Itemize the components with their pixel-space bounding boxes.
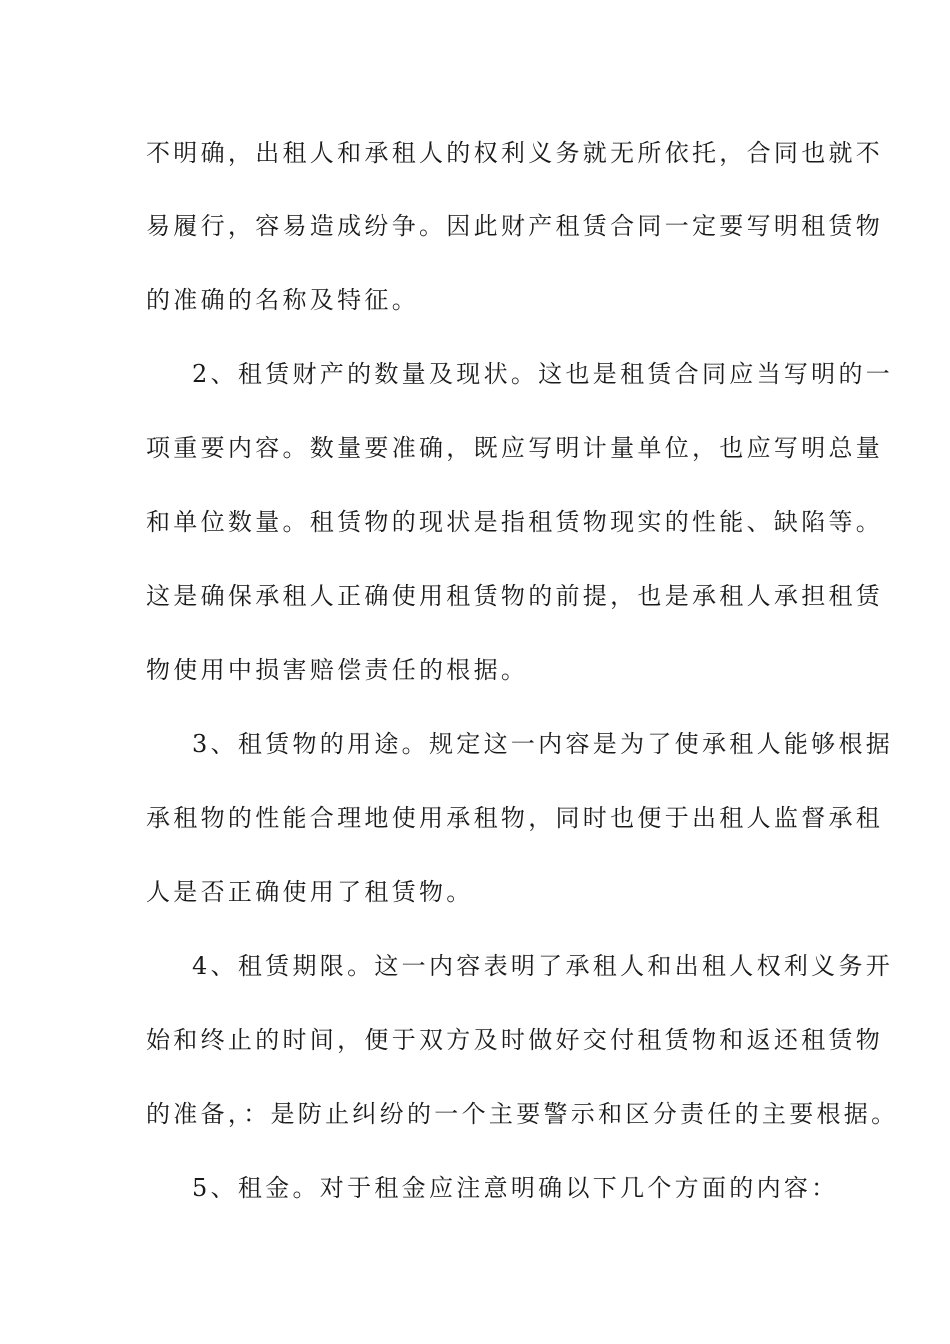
text-line: 项重要内容。数量要准确，既应写明计量单位，也应写明总量 <box>146 434 884 462</box>
text-line: 承租物的性能合理地使用承租物，同时也便于出租人监督承租 <box>146 804 884 832</box>
text-line: 不明确，出租人和承租人的权利义务就无所依托，合同也就不 <box>146 139 884 167</box>
text-line: 的准备，：是防止纠纷的一个主要警示和区分责任的主要根据。 <box>146 1100 899 1128</box>
text-line: 的准确的名称及特征。 <box>146 286 419 314</box>
text-line: 始和终止的时间，便于双方及时做好交付租赁物和返还租赁物 <box>146 1026 884 1054</box>
text-line: 人是否正确使用了租赁物。 <box>146 878 474 906</box>
paragraph-start-line: 4、租赁期限。这一内容表明了承租人和出租人权利义务开 <box>192 952 894 980</box>
text-line: 物使用中损害赔偿责任的根据。 <box>146 656 529 684</box>
paragraph-start-line: 5、租金。对于租金应注意明确以下几个方面的内容： <box>192 1174 839 1202</box>
paragraph-start-line: 2、租赁财产的数量及现状。这也是租赁合同应当写明的一 <box>192 360 894 388</box>
text-line: 和单位数量。租赁物的现状是指租赁物现实的性能、缺陷等。 <box>146 508 884 536</box>
text-line: 这是确保承租人正确使用租赁物的前提，也是承租人承担租赁 <box>146 582 884 610</box>
text-line: 易履行，容易造成纷争。因此财产租赁合同一定要写明租赁物 <box>146 212 884 240</box>
paragraph-start-line: 3、租赁物的用途。规定这一内容是为了使承租人能够根据 <box>192 730 894 758</box>
